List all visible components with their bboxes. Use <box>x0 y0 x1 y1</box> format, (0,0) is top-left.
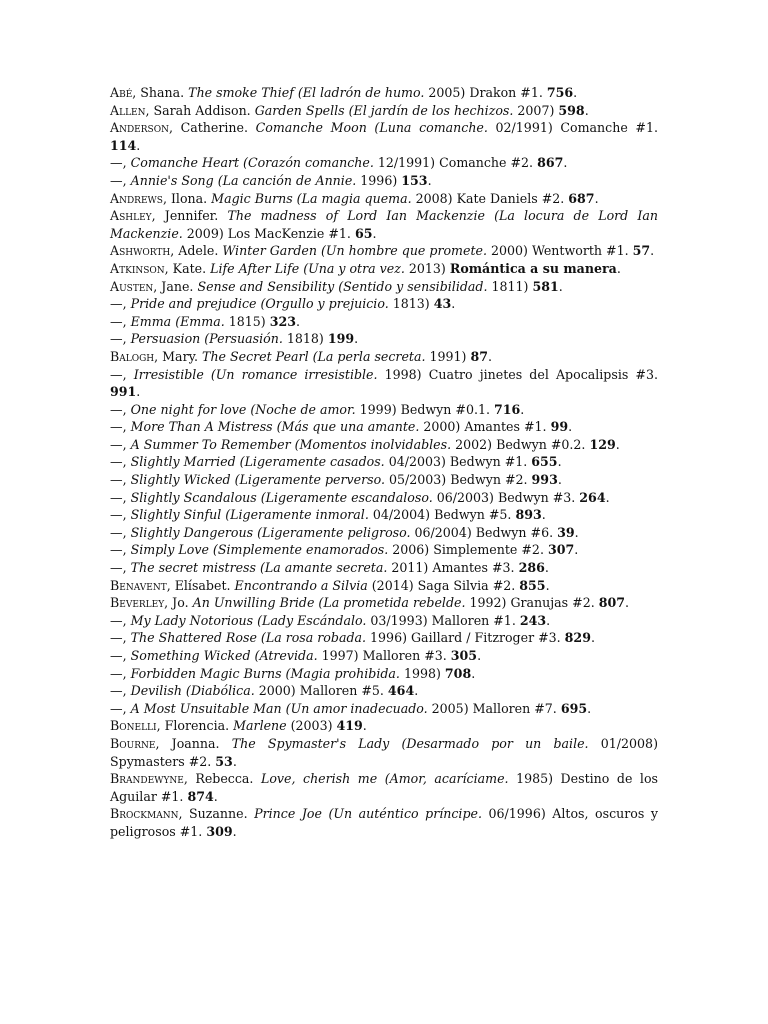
author-first-name: —, <box>110 665 131 681</box>
review-number: 309 <box>206 823 233 839</box>
book-entry <box>110 453 658 471</box>
book-title: Prince Joe (Un auténtico príncipe. <box>254 806 482 822</box>
book-title: Garden Spells (El jardín de los hechizos. <box>254 102 514 118</box>
author-first-name: —, <box>110 648 131 663</box>
publication-info: 05/2003) Bedwyn #2. <box>384 472 532 488</box>
book-title: Slightly Wicked (Ligeramente perverso. <box>130 472 385 488</box>
book-title: Love, cherish me (Amor, acaríciame. <box>260 771 509 787</box>
book-entry <box>110 471 658 489</box>
review-number: 114 <box>110 137 137 153</box>
publication-info: 1813) <box>388 296 434 312</box>
book-entry <box>110 102 658 120</box>
book-entry <box>110 84 658 102</box>
publication-info: 2000) Amantes #1. <box>419 419 551 435</box>
author-first-name: , Joanna. <box>155 735 232 751</box>
entry-end: . <box>558 278 563 294</box>
publication-info: 02/1991) Comanche #1. <box>487 120 658 136</box>
author-first-name: , Jo. <box>164 595 193 611</box>
review-number: 807 <box>598 595 626 611</box>
book-entry <box>110 559 658 577</box>
book-entry <box>110 805 658 840</box>
author-name: Anderson <box>110 120 169 136</box>
book-title: A Summer To Remember (Momentos inolvidables. <box>130 436 452 452</box>
review-number: 57 <box>632 243 651 259</box>
author-first-name: —, <box>110 560 131 576</box>
book-title: Winter Garden (Un hombre que promete. <box>222 243 487 259</box>
entry-end: . <box>213 788 218 804</box>
author-first-name: , Elísabet. <box>166 577 235 593</box>
book-title: Marlene <box>233 718 287 734</box>
author-first-name: , Adele. <box>170 243 223 259</box>
entry-end: . <box>557 472 562 488</box>
entry-end: . <box>354 331 359 347</box>
entry-end: . <box>594 190 599 206</box>
publication-info: 1997) Malloren #3. <box>317 648 451 663</box>
book-entry <box>110 190 658 208</box>
author-first-name: —, <box>110 313 131 329</box>
author-first-name: —, <box>110 172 131 188</box>
book-entry <box>110 594 658 612</box>
review-number: 39 <box>557 524 575 540</box>
book-title: Comanche Moon (Luna comanche. <box>255 120 488 136</box>
publication-info: 12/1991) Comanche #2. <box>373 155 538 171</box>
author-first-name: —, <box>110 683 131 699</box>
book-entry <box>110 172 658 190</box>
review-number: 43 <box>433 296 452 312</box>
author-first-name: , Rebecca. <box>183 771 261 787</box>
book-entry <box>110 436 658 454</box>
book-title: Life After Life (Una y otra vez. <box>210 260 405 276</box>
book-entry <box>110 366 658 401</box>
author-first-name: —, <box>110 700 131 716</box>
publication-info: 1996) Gaillard / Fitzroger #3. <box>366 630 565 646</box>
publication-info: 1815) <box>224 313 270 329</box>
review-number: 695 <box>560 700 588 716</box>
publication-info: 06/1996) Altos, oscuros y peligrosos #1. <box>110 806 658 839</box>
book-entry <box>110 506 658 524</box>
entry-end: . <box>590 630 595 646</box>
book-title: Pride and prejudice (Orgullo y prejuicio. <box>130 296 389 312</box>
publication-info: 2005) Drakon #1. <box>424 85 547 100</box>
book-title: The smoke Thief (El ladrón de humo. <box>188 85 425 100</box>
publication-info: 1992) Granujas #2. <box>465 595 599 611</box>
entry-end: . <box>546 612 551 628</box>
book-title: Persuasion (Persuasión. <box>130 331 283 347</box>
author-first-name: , Ilona. <box>162 190 212 206</box>
author-name: Brandewyne <box>110 771 184 787</box>
author-first-name: —, <box>110 542 131 558</box>
author-name: Ashley <box>110 208 152 224</box>
entry-end: . <box>520 401 525 417</box>
book-title: Encontrando a Silvia <box>234 577 368 593</box>
publication-info: 2006) Simplemente #2. <box>388 542 548 558</box>
review-number: 598 <box>558 102 585 118</box>
book-list-page <box>110 84 658 841</box>
author-name: Balogh <box>110 348 155 364</box>
publication-info: 2000) Malloren #5. <box>254 683 388 699</box>
review-number: 993 <box>531 472 558 488</box>
review-number: 581 <box>532 278 559 294</box>
author-first-name: —, <box>110 331 131 347</box>
author-first-name: , Suzanne. <box>178 806 255 822</box>
review-number: 708 <box>444 665 472 681</box>
entry-end: . <box>605 489 610 505</box>
book-entry <box>110 330 658 348</box>
book-title: Slightly Scandalous (Ligeramente escandaloso. <box>130 489 433 505</box>
author-first-name: , Catherine. <box>168 120 256 136</box>
entry-end: . <box>616 260 621 276</box>
publication-info: 2007) <box>513 102 559 118</box>
book-title: Sense and Sensibility (Sentido y sensibilidad. <box>197 278 488 294</box>
publication-info: 1991) <box>425 348 471 364</box>
book-title: The Shattered Rose (La rosa robada. <box>130 630 367 646</box>
entry-end: . <box>573 85 578 100</box>
entry-end: . <box>295 313 300 329</box>
review-number: 243 <box>519 612 547 628</box>
book-title: The madness of Lord Ian Mackenzie (La locura de Lord Ian Mackenzie. <box>110 208 659 241</box>
author-first-name: —, <box>110 507 131 523</box>
book-entry <box>110 207 658 242</box>
publication-info: 01/2008) Spymasters #2. <box>110 735 658 769</box>
author-name: Abé <box>110 85 133 100</box>
entry-end: . <box>372 225 377 241</box>
book-entry <box>110 647 658 665</box>
author-name: Austen <box>110 278 154 294</box>
entry-end: . <box>136 384 141 400</box>
author-first-name: —, <box>110 296 131 312</box>
entry-end: . <box>427 172 432 188</box>
book-entry <box>110 489 658 507</box>
review-number: 99 <box>550 419 569 435</box>
review-number: 53 <box>215 753 233 769</box>
entry-end: . <box>488 348 493 364</box>
publication-info: 2008) Kate Daniels #2. <box>411 190 569 206</box>
book-entry <box>110 119 658 154</box>
review-number: 153 <box>401 172 428 188</box>
entry-end: . <box>625 595 630 611</box>
book-entry <box>110 401 658 419</box>
entry-end: . <box>362 718 367 734</box>
publication-info: 1811) <box>487 278 533 294</box>
entry-end: . <box>587 700 592 716</box>
entry-end: . <box>136 137 141 153</box>
author-first-name: —, <box>110 524 131 540</box>
author-name: Benavent <box>110 577 167 593</box>
book-title: Comanche Heart (Corazón comanche. <box>130 155 374 171</box>
book-title: The Secret Pearl (La perla secreta. <box>202 348 426 364</box>
book-entry <box>110 418 658 436</box>
publication-info: (2014) Saga Silvia #2. <box>367 577 520 593</box>
entry-end: . <box>574 542 579 558</box>
entry-end: . <box>232 823 237 839</box>
author-first-name: , Sarah Addison. <box>145 102 255 118</box>
author-first-name: , Shana. <box>132 85 189 100</box>
review-number: 199 <box>327 331 355 347</box>
book-title: Irresistible (Un romance irresistible. <box>133 366 378 382</box>
entry-end: . <box>232 753 237 769</box>
publication-info: 2011) Amantes #3. <box>387 560 519 576</box>
publication-info: 04/2003) Bedwyn #1. <box>384 454 532 470</box>
author-first-name: , Jennifer. <box>151 208 228 224</box>
book-title: A Most Unsuitable Man (Un amor inadecuado. <box>130 700 428 716</box>
review-number: 87 <box>470 348 488 364</box>
review-number: 464 <box>387 683 415 699</box>
entry-end: . <box>557 454 562 470</box>
book-entry <box>110 700 658 718</box>
book-title: An Unwilling Bride (La prometida rebelde. <box>192 595 466 611</box>
publication-info: 04/2004) Bedwyn #5. <box>368 507 516 523</box>
entry-end: . <box>477 648 482 663</box>
publication-info: 2005) Malloren #7. <box>427 700 561 716</box>
publication-info: 1998) Cuatro jinetes del Apocalipsis #3. <box>377 366 658 382</box>
review-number: 286 <box>518 560 545 576</box>
entry-end: . <box>541 507 546 523</box>
review-number: 991 <box>110 384 137 400</box>
entry-end: . <box>568 419 573 435</box>
publication-info: 1998) <box>399 665 445 681</box>
entry-end: . <box>584 102 589 118</box>
author-first-name: , Florencia. <box>156 718 234 734</box>
author-name: Andrews <box>110 190 163 206</box>
entry-end: . <box>471 665 476 681</box>
review-number: 419 <box>336 718 363 734</box>
book-entry <box>110 717 658 735</box>
publication-info: 2000) Wentworth #1. <box>486 243 633 259</box>
publication-info: 06/2003) Bedwyn #3. <box>432 489 580 505</box>
entry-end: . <box>615 436 620 452</box>
author-first-name: —, <box>110 489 131 505</box>
entry-end: . <box>451 296 456 312</box>
book-entry <box>110 770 658 805</box>
review-number: 829 <box>564 630 591 646</box>
publication-info: 1999) Bedwyn #0.1. <box>355 401 494 417</box>
publication-info: 2002) Bedwyn #0.2. <box>451 436 590 452</box>
author-first-name: , Jane. <box>153 278 198 294</box>
review-number: 307 <box>547 542 575 558</box>
book-title: Something Wicked (Atrevida. <box>130 648 318 663</box>
book-entry <box>110 278 658 296</box>
publication-info: 03/1993) Malloren #1. <box>366 612 520 628</box>
book-title: Devilish (Diabólica. <box>130 683 255 699</box>
book-entry <box>110 612 658 630</box>
book-title: Slightly Married (Ligeramente casados. <box>130 454 385 470</box>
publication-info: (2003) <box>286 718 337 734</box>
author-name: Allen <box>110 102 146 118</box>
book-title: Emma (Emma. <box>130 313 225 329</box>
author-name: Bourne <box>110 735 156 751</box>
publication-info: 1985) Destino de los Aguilar #1. <box>110 771 659 804</box>
author-first-name: —, <box>110 630 131 646</box>
author-name: Ashworth <box>110 243 171 259</box>
publication-info: 06/2004) Bedwyn #6. <box>410 524 558 540</box>
review-number: 874 <box>187 788 214 804</box>
review-number: 129 <box>589 436 616 452</box>
book-entry <box>110 242 658 260</box>
author-first-name: —, <box>110 401 131 417</box>
review-number: Romántica a su manera <box>449 260 617 276</box>
review-number: 305 <box>450 648 478 663</box>
author-name: Beverley <box>110 595 165 611</box>
review-number: 855 <box>519 577 546 593</box>
book-title: Magic Burns (La magia quema. <box>211 190 412 206</box>
book-entry <box>110 735 658 770</box>
review-number: 716 <box>494 401 521 417</box>
entry-end: . <box>563 155 568 171</box>
book-title: Slightly Sinful (Ligeramente inmoral. <box>130 507 369 523</box>
publication-info: 1996) <box>356 172 402 188</box>
review-number: 756 <box>546 85 574 100</box>
review-number: 655 <box>531 454 558 470</box>
author-first-name: —, <box>110 366 134 382</box>
entry-end: . <box>414 683 419 699</box>
author-name: Bonelli <box>110 718 157 734</box>
author-first-name: —, <box>110 612 131 628</box>
book-entry <box>110 682 658 700</box>
book-entry <box>110 313 658 331</box>
entry-end: . <box>545 577 550 593</box>
entry-end: . <box>650 243 655 259</box>
publication-info: 2009) Los MacKenzie #1. <box>182 225 355 241</box>
book-title: The Spymaster's Lady (Desarmado por un baile. <box>231 735 589 751</box>
review-number: 264 <box>579 489 606 505</box>
entry-end: . <box>574 524 579 540</box>
book-title: Slightly Dangerous (Ligeramente peligroso. <box>130 524 411 540</box>
book-title: Annie's Song (La canción de Annie. <box>130 172 357 188</box>
book-entry <box>110 260 658 278</box>
book-title: Simply Love (Simplemente enamorados. <box>130 542 389 558</box>
book-title: The secret mistress (La amante secreta. <box>130 560 388 576</box>
author-first-name: —, <box>110 419 131 435</box>
publication-info: 2013) <box>404 260 450 276</box>
review-number: 65 <box>354 225 373 241</box>
review-number: 687 <box>568 190 595 206</box>
author-name: Brockmann <box>110 806 179 822</box>
author-first-name: —, <box>110 454 131 470</box>
review-number: 867 <box>537 155 564 171</box>
book-title: Forbidden Magic Burns (Magia prohibida. <box>130 665 400 681</box>
author-first-name: , Kate. <box>164 260 211 276</box>
book-entry <box>110 154 658 172</box>
book-title: My Lady Notorious (Lady Escándalo. <box>130 612 367 628</box>
publication-info: 1818) <box>282 331 328 347</box>
book-entry <box>110 348 658 366</box>
author-name: Atkinson <box>110 260 165 276</box>
book-entry <box>110 295 658 313</box>
book-entry <box>110 629 658 647</box>
book-entry <box>110 524 658 542</box>
book-title: More Than A Mistress (Más que una amante. <box>130 419 420 435</box>
author-first-name: —, <box>110 472 131 488</box>
review-number: 893 <box>515 507 542 523</box>
book-entry <box>110 541 658 559</box>
book-title: One night for love (Noche de amor. <box>130 401 356 417</box>
author-first-name: —, <box>110 155 131 171</box>
author-first-name: —, <box>110 436 131 452</box>
book-entry <box>110 577 658 595</box>
author-first-name: , Mary. <box>154 348 203 364</box>
book-entry <box>110 665 658 683</box>
entry-end: . <box>544 560 549 576</box>
review-number: 323 <box>269 313 296 329</box>
